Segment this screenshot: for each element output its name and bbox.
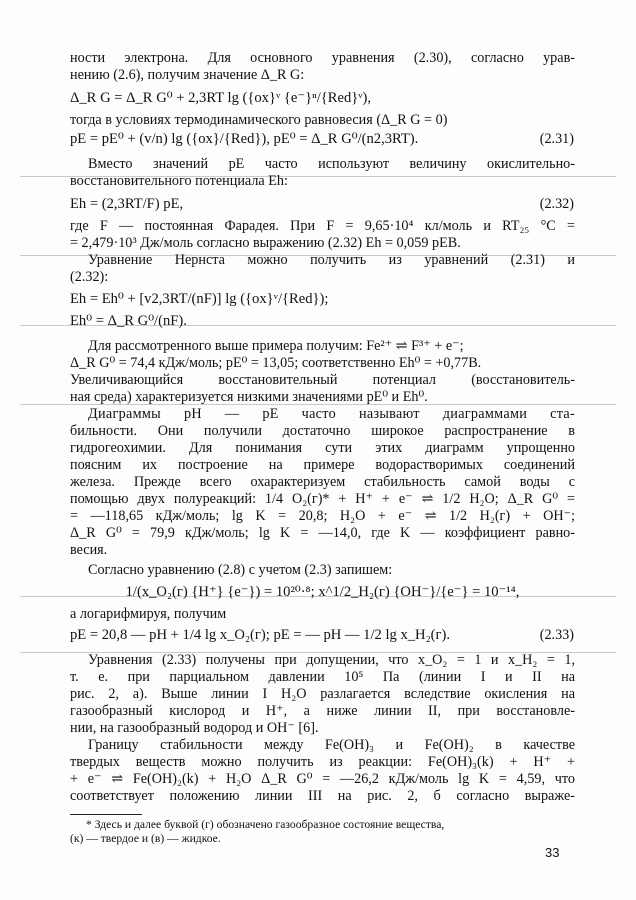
equation: 1/(x_O₂(г) {H⁺} {e⁻}) = 10²⁰·⁸; x^1/2_H₂(г) {OH⁻}/{e⁻} = 10⁻¹⁴, bbox=[125, 584, 520, 600]
text-line: Уравнение Нернста можно получить из уравнений (2.31) и bbox=[88, 252, 575, 268]
text-line: восстановительного потенциала Eh: bbox=[70, 173, 288, 189]
text-line: Для рассмотренного выше примера получим: Fe²⁺ ⇌ F³⁺ + e⁻; bbox=[88, 338, 464, 354]
text-line: ности электрона. Для основного уравнения (2.30), согласно урав- bbox=[70, 50, 575, 66]
text-line: (2.32): bbox=[70, 269, 109, 285]
text-line: тогда в условиях термодинамического равновесия (Δ_R G = 0) bbox=[70, 112, 448, 128]
footnote-line: * Здесь и далее буквой (г) обозначено газообразное состояние вещества, bbox=[86, 818, 445, 831]
text-line: а логарифмируя, получим bbox=[70, 606, 227, 622]
text-line: = —118,65 кДж/моль; lg K = 20,8; H₂O + e⁻ ⇌ 1/2 H₂(г) + OH⁻; bbox=[70, 508, 575, 524]
text-line: Согласно уравнению (2.8) с учетом (2.3) запишем: bbox=[88, 562, 393, 578]
text-line: Уравнения (2.33) получены при допущении, что x_O₂ = 1 и x_H₂ = 1, bbox=[88, 652, 575, 668]
text-line: соответствует положению линии III на рис. 2, б согласно выраже- bbox=[70, 788, 575, 804]
text-line: Увеличивающийся восстановительный потенциал (восстановитель- bbox=[70, 372, 575, 388]
text-line: нению (2.6), получим значение Δ_R G: bbox=[70, 67, 305, 83]
equation-number: (2.32) bbox=[539, 196, 574, 212]
text-line: рис. 2, a). Выше линии I H₂O разлагается вследствие окисления на bbox=[70, 686, 575, 702]
text-line: где F — постоянная Фарадея. При F = 9,65·10⁴ кл/моль и RT₂₅ °C = bbox=[70, 218, 575, 234]
text-line: Границу стабильности между Fe(OH)₃ и Fe(OH)₂ в качестве bbox=[88, 737, 575, 753]
equation-number: (2.31) bbox=[539, 131, 574, 147]
text-line: поясним их построение на примере водорастворимых соединений bbox=[70, 457, 575, 473]
text-line: т. е. при парциальном давлении 10⁵ Па (линии I и II на bbox=[70, 669, 575, 685]
text-line: железа. Прежде всего охарактеризуем стабильность самой воды с bbox=[70, 474, 575, 490]
equation-number: (2.33) bbox=[539, 627, 574, 643]
text-line: + e⁻ ⇌ Fe(OH)₂(k) + H₂O Δ_R G⁰ = —26,2 кДж/моль lg K = 4,59, что bbox=[70, 771, 575, 787]
text-line: Диаграммы pH — pE часто называют диаграммами ста- bbox=[88, 406, 575, 422]
footnote-rule bbox=[70, 814, 142, 815]
equation: Δ_R G = Δ_R G⁰ + 2,3RT lg ({ox}ᵛ {e⁻}ⁿ/{Red}ᵛ), bbox=[70, 90, 372, 106]
equation: pE = pE⁰ + (v/n) lg ({ox}/{Red}), pE⁰ = Δ_R G⁰/(n2,3RT). bbox=[70, 131, 419, 147]
page-number: 33 bbox=[545, 845, 560, 860]
text-line: нии, на газообразный водород и OH⁻ [6]. bbox=[70, 720, 319, 736]
text-line: бильности. Они получили достаточно широкое распространение в bbox=[70, 423, 575, 439]
equation: Eh⁰ = Δ_R G⁰/(nF). bbox=[70, 313, 187, 329]
text-line: газообразный кислород и H⁺, а ниже линии II, при восстановле- bbox=[70, 703, 575, 719]
equation: Eh = (2,3RT/F) pE, bbox=[70, 196, 184, 212]
equation: Eh = Eh⁰ + [v2,3RT/(nF)] lg ({ox}ᵛ/{Red}); bbox=[70, 291, 329, 307]
text-line: = 2,479·10³ Дж/моль согласно выражению (2.32) Eh = 0,059 pEB. bbox=[70, 235, 461, 251]
text-line: Вместо значений pE часто используют величину окислительно- bbox=[88, 156, 575, 172]
equation: pE = 20,8 — pH + 1/4 lg x_O₂(г); pE = — pH — 1/2 lg x_H₂(г). bbox=[70, 627, 451, 643]
text-line: помощью двух полуреакций: 1/4 O₂(г)* + H⁺ + e⁻ ⇌ 1/2 H₂O; Δ_R G⁰ = bbox=[70, 491, 575, 507]
text-line: весия. bbox=[70, 542, 108, 558]
text-line: Δ_R G⁰ = 74,4 кДж/моль; pE⁰ = 13,05; соответственно Eh⁰ = +0,77B. bbox=[70, 355, 482, 371]
text-line: гидрогеохимии. Для понимания сути этих диаграмм упрощенно bbox=[70, 440, 575, 456]
text-line: ная среда) характеризуется низкими значениями pE⁰ и Eh⁰. bbox=[70, 389, 428, 405]
text-line: Δ_R G⁰ = 79,9 кДж/моль; lg K = —14,0, где K — коэффициент равно- bbox=[70, 525, 575, 541]
footnote-line: (к) — твердое и (в) — жидкое. bbox=[70, 832, 221, 845]
text-line: твердых веществ можно получить из реакции: Fe(OH)₃(k) + H⁺ + bbox=[70, 754, 575, 770]
